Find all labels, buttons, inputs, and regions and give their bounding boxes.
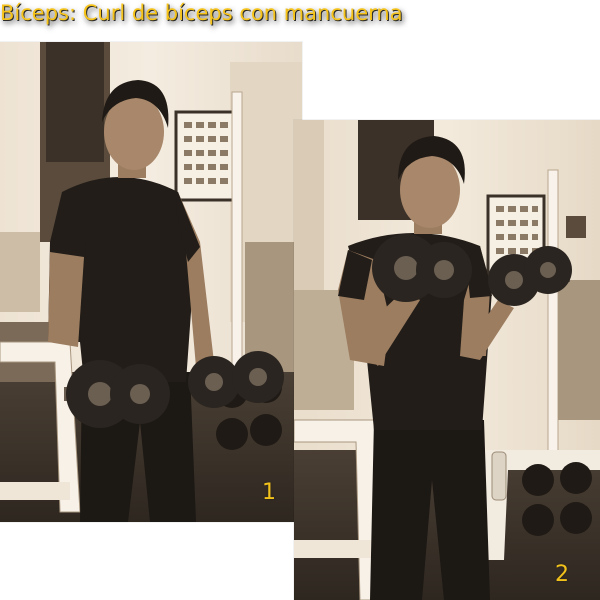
sepia-photo-start-position <box>0 42 302 522</box>
exercise-photo-step-1 <box>0 42 302 522</box>
step-number-1: 1 <box>262 480 276 505</box>
sepia-photo-curl-position <box>294 120 600 600</box>
page-title: Bíceps: Curl de bíceps con mancuerna <box>0 1 403 25</box>
dumbbell-left <box>64 360 170 428</box>
exercise-photo-step-2 <box>294 120 600 600</box>
step-number-2: 2 <box>555 562 569 587</box>
